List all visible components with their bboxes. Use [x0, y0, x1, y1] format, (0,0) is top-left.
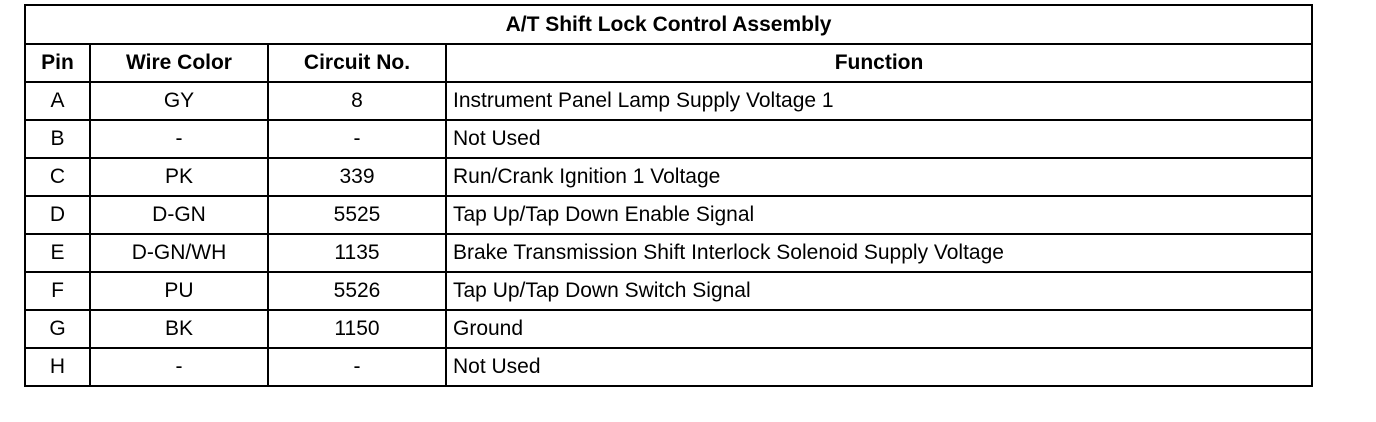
wire-color-cell: BK [90, 310, 268, 348]
table-row [25, 348, 1312, 386]
circuit-no-cell: 339 [268, 158, 446, 196]
wire-color-cell: GY [90, 82, 268, 120]
table-row [25, 82, 1312, 120]
header-circuit-no: Circuit No. [268, 44, 446, 82]
table-row [25, 234, 1312, 272]
pin-cell: D [25, 196, 90, 234]
function-cell: Not Used [446, 348, 1312, 386]
table-row [25, 196, 1312, 234]
header-wire-color: Wire Color [90, 44, 268, 82]
connector-pinout-table [24, 4, 1313, 387]
function-cell: Tap Up/Tap Down Switch Signal [446, 272, 1312, 310]
header-pin: Pin [25, 44, 90, 82]
function-cell: Run/Crank Ignition 1 Voltage [446, 158, 1312, 196]
function-cell: Brake Transmission Shift Interlock Solenoid Supply Voltage [446, 234, 1312, 272]
circuit-no-cell: 1150 [268, 310, 446, 348]
circuit-no-cell: 1135 [268, 234, 446, 272]
table-row [25, 310, 1312, 348]
circuit-no-cell: - [268, 348, 446, 386]
pin-cell: H [25, 348, 90, 386]
pin-cell: F [25, 272, 90, 310]
function-cell: Instrument Panel Lamp Supply Voltage 1 [446, 82, 1312, 120]
table-row [25, 120, 1312, 158]
header-function: Function [446, 44, 1312, 82]
wire-color-cell: PU [90, 272, 268, 310]
circuit-no-cell: 8 [268, 82, 446, 120]
table-row [25, 158, 1312, 196]
circuit-no-cell: - [268, 120, 446, 158]
table-header-row [25, 44, 1312, 82]
pin-cell: C [25, 158, 90, 196]
circuit-no-cell: 5526 [268, 272, 446, 310]
wire-color-cell: D-GN/WH [90, 234, 268, 272]
function-cell: Tap Up/Tap Down Enable Signal [446, 196, 1312, 234]
table-row [25, 272, 1312, 310]
wire-color-cell: PK [90, 158, 268, 196]
circuit-no-cell: 5525 [268, 196, 446, 234]
function-cell: Ground [446, 310, 1312, 348]
wire-color-cell: D-GN [90, 196, 268, 234]
table-title: A/T Shift Lock Control Assembly [25, 5, 1312, 44]
table-title-row [25, 5, 1312, 44]
pin-cell: E [25, 234, 90, 272]
wire-color-cell: - [90, 348, 268, 386]
pin-cell: B [25, 120, 90, 158]
wire-color-cell: - [90, 120, 268, 158]
pin-cell: G [25, 310, 90, 348]
pin-cell: A [25, 82, 90, 120]
function-cell: Not Used [446, 120, 1312, 158]
